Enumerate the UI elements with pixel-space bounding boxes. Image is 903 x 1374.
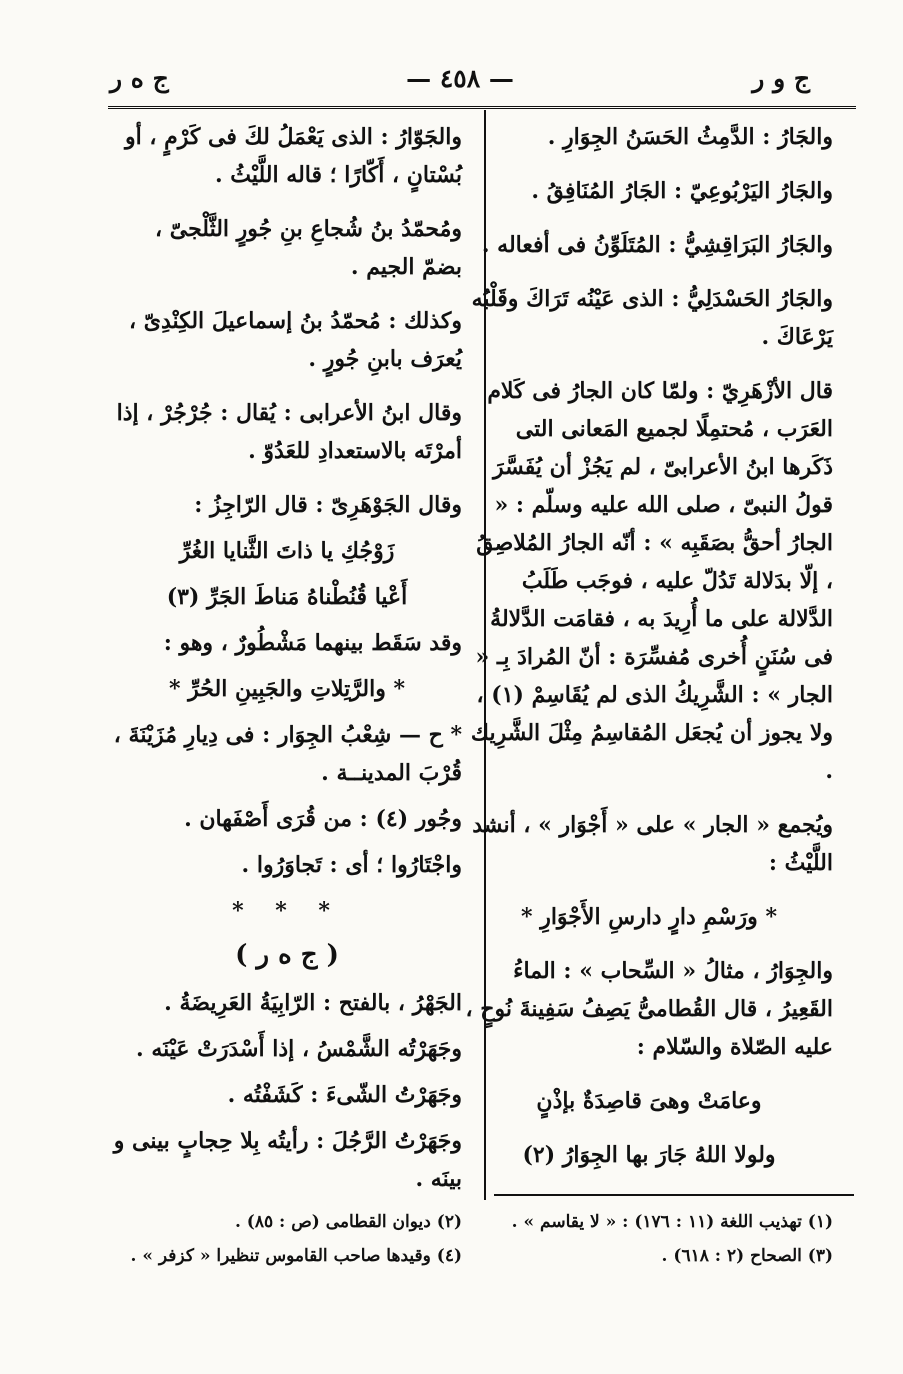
footnote: (٢) ديوان القطامى (ص : ٨٥) . xyxy=(234,1212,462,1232)
paragraph: وجُور (٤) : من قُرَى أَصْفَهان . xyxy=(184,806,462,832)
paragraph: واجْتَارُوا ؛ أى : تَجاوَرُوا . xyxy=(241,852,462,878)
paragraph: والجَارُ البَرَاقِشِيُّ : المُتَلَوِّنُ فى أفعاله . xyxy=(481,232,833,258)
paragraph: * ح — شِعْبُ الجِوَار : فى دِيارِ مُزَيْنَةَ ، قُرْبَ المدينــة . xyxy=(113,722,462,786)
page-number: — ٤٥٨ — xyxy=(406,64,514,93)
section-stars: * * * xyxy=(232,898,342,924)
paragraph: قال الأزْهَرِيّ : ولمّا كان الجارُ فى كَلام العَرَب ، مُحتمِلًا لجميع المَعانى التى ذَكَرها ابنُ الأعرابىّ ، لم يَجُزْ أن يُفَسَّرَ قولُ النبىّ ، صلى الله عليه وسلّم : « الجارُ أحقُّ بصَقَبِه » : أنّه الجارُ المُلاصِقُ ، إلّا بدَلالة تَدُلّ عليه ، فوجَب طَلَبُ الدَّلالة على ما أُرِيدَ به ، فقامَت الدَّلالةُ فى سُنَنٍ أُخرى مُفسِّرَة : أنّ المُرادَ بِـ « الجار » : الشَّرِيكُ الذى لم يُقَاسِمْ (١) ، ولا يجوز أن يُجعَل المُقاسِمُ مِثْلَ الشَّرِيك . xyxy=(470,378,833,784)
left-column xyxy=(112,118,462,1206)
right-column xyxy=(465,118,833,1190)
paragraph: ومُحمّدُ بنُ شُجاعِ بنِ جُورٍ الثَّلْجىّ ، بضمّ الجيم . xyxy=(154,216,462,280)
paragraph: والجَارُ : الدَّمِثُ الحَسَنُ الجِوَارِ . xyxy=(547,124,833,150)
verse-line: * ورَسْمِ دارٍ دارسِ الأَجْوَارِ * xyxy=(521,904,777,930)
verse-line: أَعْيا قُنُطْناهُ مَناطَ الجَرِّ (٣) xyxy=(166,584,408,610)
header-rule xyxy=(108,106,856,109)
footnote: (٤) وقيدها صاحب القاموس تنظيرا « كزفر » . xyxy=(130,1246,462,1266)
footnote-rule xyxy=(494,1194,854,1196)
paragraph: وجَهَرْتُه الشَّمْسُ ، إذا أَسْدَرَتْ عَيْنَه . xyxy=(136,1036,462,1062)
footnotes-right xyxy=(473,1205,833,1273)
verse-line: ولولا اللهُ جَارَ بها الجِوَارُ (٢) xyxy=(522,1142,776,1168)
paragraph: وجَهَرْتُ الشّىءَ : كَشَفْتُه . xyxy=(227,1082,462,1108)
paragraph: والجِوَارُ ، مثالُ « السِّحاب » : الماءُ القَعِيرُ ، قال القُطامىُّ يَصِفُ سَفِينةَ نُوحٍ ، عليه الصّلاة والسّلام : xyxy=(465,958,833,1060)
paragraph: والجَارُ اليَرْبُوعِيّ : الجَارُ المُنَافِقُ . xyxy=(531,178,833,204)
paragraph: وكذلك : مُحمّدُ بنُ إسماعيلَ الكِنْدِىّ ، يُعرَف بابنِ جُورٍ . xyxy=(129,308,462,372)
header-root-left: ج ه ر xyxy=(110,64,169,93)
paragraph: وقد سَقَط بينهما مَشْطُورٌ ، وهو : xyxy=(163,630,462,656)
verse-line: وعامَتْ وهىَ قاصِدَةٌ بإذْنٍ xyxy=(536,1088,762,1114)
footnote: (١) تهذيب اللغة (١١ : ١٧٦) : « لا يقاسم » . xyxy=(511,1212,833,1232)
header-root-right: ج و ر xyxy=(752,64,810,93)
paragraph: الجَهْرُ ، بالفتح : الرّابِيَةُ العَرِيضَةُ . xyxy=(164,990,462,1016)
verse-line: * والرَّتِلاتِ والجَبِينِ الحُرِّ * xyxy=(168,676,405,702)
paragraph: وجَهَرْتُ الرَّجُلَ : رأيتُه بِلا حِجابٍ بينى و بينَه . xyxy=(113,1128,462,1192)
paragraph: ويُجمع « الجار » على « أَجْوَار » ، أنشد اللَّيْثُ : xyxy=(472,812,833,876)
verse-line: زَوْجُكِ يا ذاتَ الثَّنايا الغُرِّ xyxy=(179,538,395,564)
paragraph: وقال الجَوْهَرِىّ : قال الرّاجِزُ : xyxy=(194,492,462,518)
section-heading: ( ج ه ر ) xyxy=(235,940,339,970)
footnote: (٣) الصحاح (٢ : ٦١٨) . xyxy=(661,1246,833,1266)
running-header xyxy=(110,64,810,98)
paragraph: والجَوّارُ : الذى يَعْمَلُ لكَ فى كَرْمٍ ، أو بُسْتانٍ ، أَكّارًا ؛ قاله اللَّيْثُ . xyxy=(124,124,462,188)
paragraph: وقال ابنُ الأعرابى : يُقال : جُرْجُرْ ، إذا أمرْتَه بالاستعدادِ للعَدُوّ . xyxy=(116,400,462,464)
paragraph: والجَارُ الحَسْدَلِيُّ : الذى عَيْنُه تَرَاكَ وقَلْبُه يَرْعَاكَ . xyxy=(471,286,833,350)
footnotes-left xyxy=(112,1205,462,1273)
